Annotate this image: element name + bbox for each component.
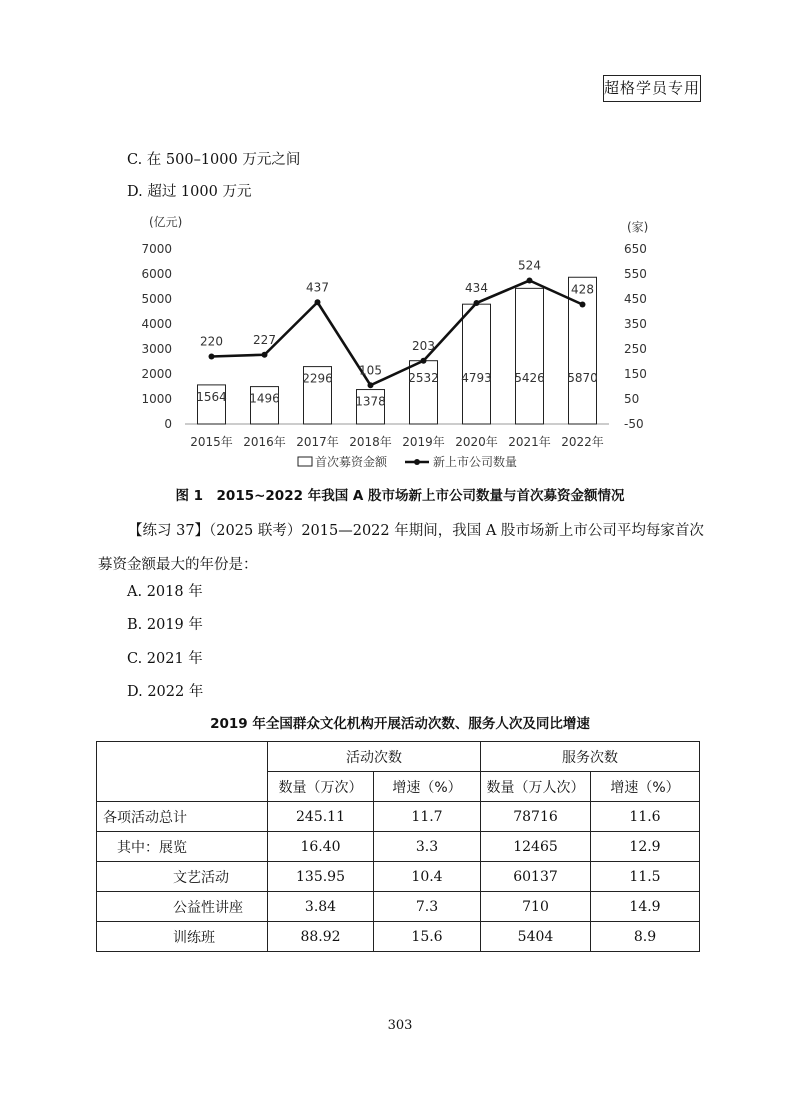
- table-header-row: [97, 742, 700, 772]
- row-label: 各项活动总计: [97, 802, 268, 832]
- group-header-activities: 活动次数: [268, 742, 481, 772]
- x-tick-label: 2022年: [561, 435, 604, 449]
- table-row: [97, 832, 700, 862]
- x-tick-label: 2017年: [296, 435, 339, 449]
- left-axis-tick: 7000: [141, 242, 172, 256]
- prev-option-c: C. 在 500–1000 万元之间: [127, 152, 301, 168]
- right-axis-unit: (家): [627, 220, 649, 234]
- line-point: [209, 354, 215, 360]
- x-tick-label: 2015年: [190, 435, 233, 449]
- group-header-services: 服务次数: [481, 742, 700, 772]
- right-axis-tick: 350: [624, 317, 647, 331]
- ipo-chart: [0, 205, 800, 480]
- line-point: [421, 358, 427, 364]
- answer-option-a: A. 2018 年: [127, 584, 203, 600]
- line-value-label: 437: [306, 280, 329, 295]
- table-cell: 11.7: [374, 802, 481, 832]
- line-value-label: 434: [465, 281, 488, 295]
- x-tick-label: 2021年: [508, 435, 551, 449]
- line-point: [368, 382, 374, 388]
- left-axis-tick: 2000: [141, 367, 172, 381]
- table-cell: 245.11: [268, 802, 374, 832]
- bar-value-label: 5870: [567, 371, 598, 385]
- table-row: [97, 892, 700, 922]
- table-title: 2019 年全国群众文化机构开展活动次数、服务人次及同比增速: [210, 716, 590, 732]
- table-cell: 78716: [481, 802, 591, 832]
- line-value-label: 105: [359, 363, 382, 378]
- line-value-label: 220: [200, 334, 223, 349]
- table-cell: 710: [481, 892, 591, 922]
- bar: [463, 304, 491, 424]
- table-cell: 12465: [481, 832, 591, 862]
- bar-value-label: 2296: [302, 371, 333, 386]
- right-axis-tick: 450: [624, 292, 647, 306]
- subheader-cell: 增速（%）: [591, 772, 700, 802]
- subheader-cell: 增速（%）: [374, 772, 481, 802]
- bar: [516, 288, 544, 424]
- table-cell: 16.40: [268, 832, 374, 862]
- table-row: [97, 802, 700, 832]
- legend-line-label: 新上市公司数量: [433, 455, 518, 469]
- line-value-label: 428: [571, 282, 594, 297]
- left-axis-unit: (亿元): [149, 215, 183, 229]
- left-axis-tick: 1000: [141, 392, 172, 406]
- bar-value-label: 1378: [355, 394, 386, 409]
- bar-value-label: 4793: [461, 371, 492, 385]
- table-cell: 135.95: [268, 862, 374, 892]
- line-value-label: 203: [412, 338, 435, 353]
- left-axis-tick: 5000: [141, 292, 172, 306]
- bar-value-label: 1496: [249, 391, 280, 406]
- table-row: [97, 922, 700, 952]
- table-corner-cell: [97, 742, 268, 802]
- table-cell: 14.9: [591, 892, 700, 922]
- row-label: 公益性讲座: [97, 892, 268, 922]
- line-point: [580, 302, 586, 308]
- left-axis-tick: 4000: [141, 317, 172, 331]
- table-cell: 5404: [481, 922, 591, 952]
- table-cell: 12.9: [591, 832, 700, 862]
- left-axis-tick: 6000: [141, 267, 172, 281]
- right-axis-tick: 150: [624, 367, 647, 381]
- answer-option-d: D. 2022 年: [127, 684, 204, 700]
- line-point: [315, 299, 321, 305]
- page-number: 303: [387, 1018, 413, 1033]
- line-point: [474, 300, 480, 306]
- subheader-cell: 数量（万次）: [268, 772, 374, 802]
- x-tick-label: 2020年: [455, 435, 498, 449]
- x-tick-label: 2016年: [243, 435, 286, 449]
- table-cell: 60137: [481, 862, 591, 892]
- table-cell: 7.3: [374, 892, 481, 922]
- table-cell: 11.6: [591, 802, 700, 832]
- header-badge: 超格学员专用: [603, 75, 701, 102]
- question-text: 【练习 37】（2025 联考）2015—2022 年期间，我国 A 股市场新上市公司平均每家首次募资金额最大的年份是：: [98, 523, 704, 573]
- answer-option-b: B. 2019 年: [127, 617, 203, 633]
- figure-caption: 图 1 2015~2022 年我国 A 股市场新上市公司数量与首次募资金额情况: [175, 488, 625, 504]
- bar-value-label: 1564: [196, 389, 227, 404]
- answer-option-c: C. 2021 年: [127, 651, 203, 667]
- right-axis-tick: 50: [624, 392, 640, 406]
- legend-line-marker: [414, 459, 420, 465]
- right-axis-tick: 250: [624, 342, 647, 356]
- subheader-cell: 数量（万人次）: [481, 772, 591, 802]
- right-axis-tick: 650: [624, 242, 647, 256]
- line-point: [262, 352, 268, 358]
- legend-bar-swatch: [298, 457, 312, 466]
- legend-bar-label: 首次募资金额: [315, 455, 388, 469]
- bar-value-label: 5426: [514, 371, 545, 385]
- row-label: 其中：展览: [97, 832, 268, 862]
- line-point: [527, 278, 533, 284]
- bar-value-label: 2532: [408, 371, 439, 385]
- line-value-label: 524: [518, 258, 541, 273]
- table-cell: 10.4: [374, 862, 481, 892]
- left-axis-tick: 0: [164, 417, 172, 431]
- x-tick-label: 2019年: [402, 435, 445, 449]
- table-cell: 3.3: [374, 832, 481, 862]
- table-row: [97, 862, 700, 892]
- right-axis-tick: -50: [624, 417, 644, 431]
- right-axis-tick: 550: [624, 267, 647, 281]
- x-tick-label: 2018年: [349, 435, 392, 449]
- table-cell: 3.84: [268, 892, 374, 922]
- table-cell: 88.92: [268, 922, 374, 952]
- prev-option-d: D. 超过 1000 万元: [127, 184, 252, 200]
- left-axis-tick: 3000: [141, 342, 172, 356]
- activity-table: [96, 741, 700, 952]
- table-cell: 11.5: [591, 862, 700, 892]
- table-cell: 15.6: [374, 922, 481, 952]
- row-label: 文艺活动: [97, 862, 268, 892]
- row-label: 训练班: [97, 922, 268, 952]
- line-value-label: 227: [253, 332, 276, 347]
- table-cell: 8.9: [591, 922, 700, 952]
